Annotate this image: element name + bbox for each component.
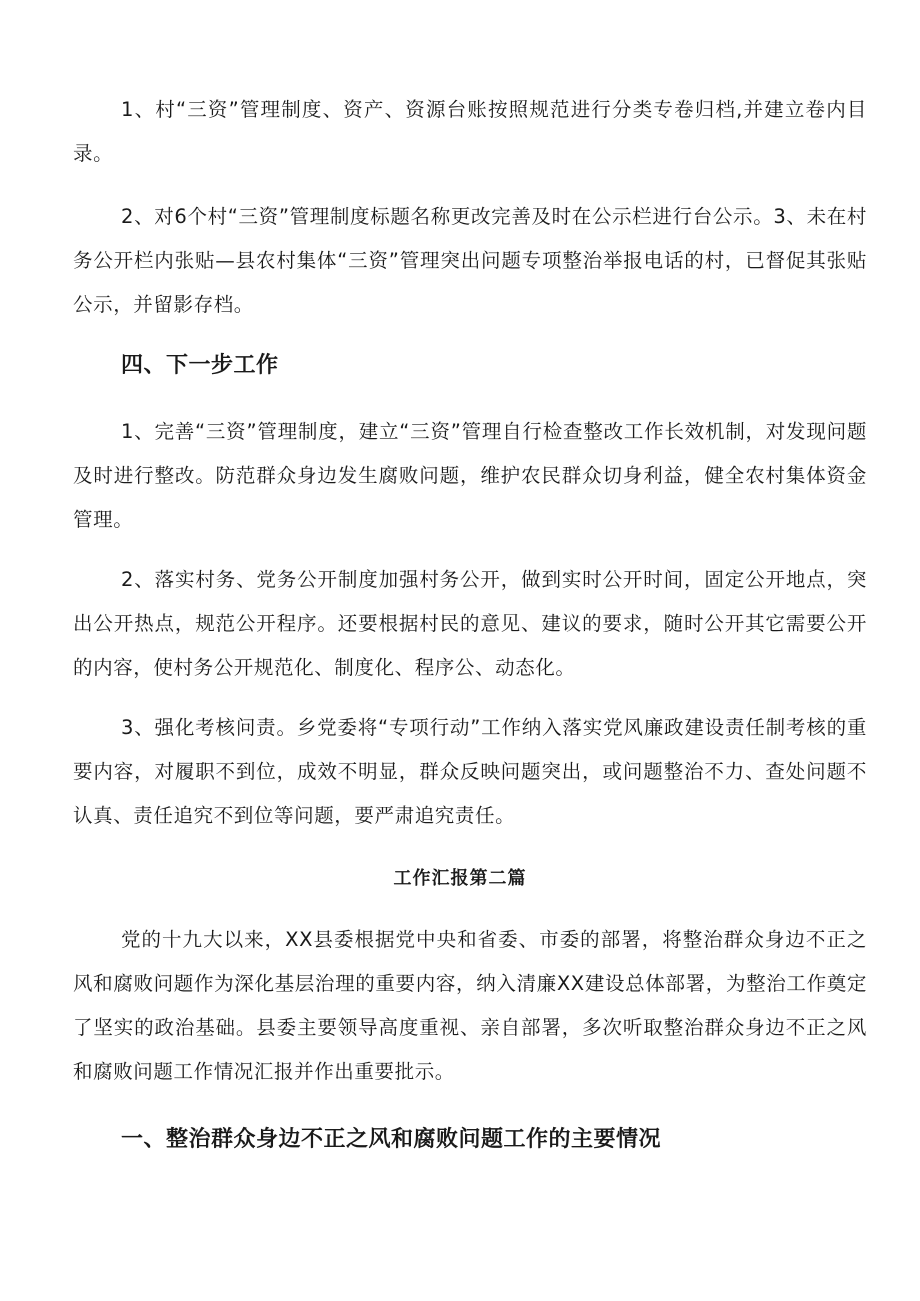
heading-main-situation: 一、整治群众身边不正之风和腐败问题工作的主要情况 xyxy=(121,1127,662,1152)
paragraph-archive: 1、村“三资”管理制度、资产、资源台账按照规范进行分类专卷归档,并建立卷内目录。 xyxy=(73,98,867,165)
paragraph-publicity: 2、对6个村“三资”管理制度标题名称更改完善及时在公示栏进行台公示。3、未在村务公开栏内张贴—县农村集体“三资”管理突出问题专项整治举报电话的村，已督促其张贴公示，并留影存档。 xyxy=(73,205,867,316)
paragraph-disclosure: 2、落实村务、党务公开制度加强村务公开，做到实时公开时间，固定公开地点，突出公开热点，规范公开程序。还要根据村民的意见、建议的要求，随时公开其它需要公开的内容，使村务公开规范化、制度化、程序公、动态化。 xyxy=(73,568,867,679)
heading-next-steps: 四、下一步工作 xyxy=(121,353,279,378)
paragraph-system: 1、完善“三资”管理制度，建立“三资”管理自行检查整改工作长效机制，对发现问题及时进行整改。防范群众身边发生腐败问题，维护农民群众切身利益，健全农村集体资金管理。 xyxy=(73,420,867,531)
paragraph-accountability: 3、强化考核问责。乡党委将“专项行动”工作纳入落实党风廉政建设责任制考核的重要内容，对履职不到位，成效不明显，群众反映问题突出，或问题整治不力、查处问题不认真、责任追究不到位等问题，要严肃追究责任。 xyxy=(73,716,867,827)
section-title: 工作汇报第二篇 xyxy=(393,868,527,889)
paragraph-intro: 党的十九大以来，XX县委根据党中央和省委、市委的部署，将整治群众身边不正之风和腐败问题作为深化基层治理的重要内容，纳入清廉XX建设总体部署，为整治工作奠定了坚实的政治基础。县委主要领导高度重视、亲自部署，多次听取整治群众身边不正之风和腐败问题工作情况汇报并作出重要批示。 xyxy=(73,928,867,1083)
